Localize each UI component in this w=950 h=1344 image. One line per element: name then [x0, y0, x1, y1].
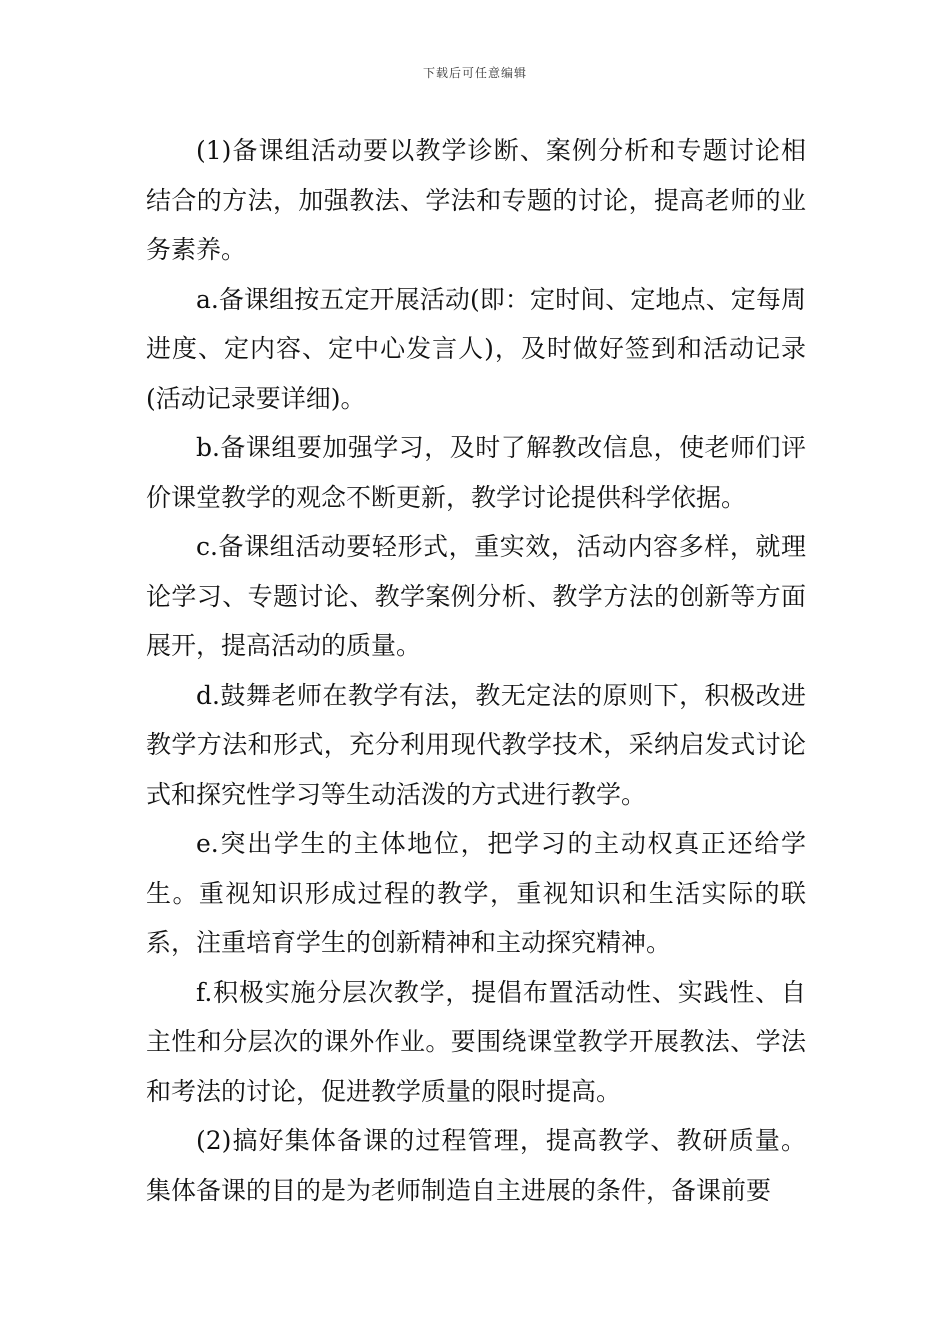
- page-header: 下载后可任意编辑: [422, 66, 527, 80]
- paragraph-a: a.备课组按五定开展活动(即：定时间、定地点、定每周进度、定内容、定中心发言人)，及时做好签到和活动记录(活动记录要详细)。: [146, 284, 806, 413]
- paragraph-b: b.备课组要加强学习，及时了解教改信息，使老师们评价课堂教学的观念不断更新，教学讨论提供科学依据。: [146, 433, 806, 512]
- paragraph-f: f.积极实施分层次教学，提倡布置活动性、实践性、自主性和分层次的课外作业。要围绕课堂教学开展教法、学法和考法的讨论，促进教学质量的限时提高。: [146, 977, 806, 1106]
- paragraph-1: (1)备课组活动要以教学诊断、案例分析和专题讨论相结合的方法，加强教法、学法和专题的讨论，提高老师的业务素养。: [146, 136, 806, 264]
- paragraph-d: d.鼓舞老师在教学有法，教无定法的原则下，积极改进教学方法和形式，充分利用现代教学技术，采纳启发式讨论式和探究性学习等生动活泼的方式进行教学。: [146, 680, 806, 809]
- document-body: [146, 126, 806, 1215]
- paragraph-e: e.突出学生的主体地位，把学习的主动权真正还给学生。重视知识形成过程的教学，重视知识和生活实际的联系，注重培育学生的创新精神和主动探究精神。: [146, 829, 806, 957]
- paragraph-c: c.备课组活动要轻形式，重实效，活动内容多样，就理论学习、专题讨论、教学案例分析、教学方法的创新等方面展开，提高活动的质量。: [146, 532, 806, 660]
- paragraph-2: (2)搞好集体备课的过程管理，提高教学、教研质量。集体备课的目的是为老师制造自主进展的条件，备课前要: [146, 1126, 806, 1205]
